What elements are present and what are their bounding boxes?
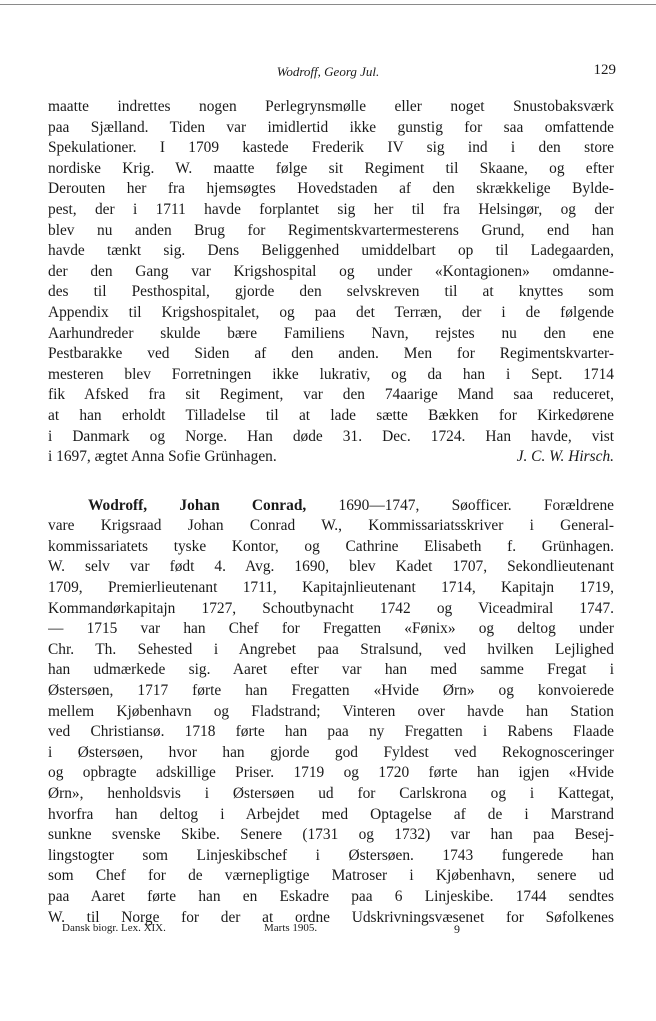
text-line: sunkne svenske Skibe. Senere (1731 og 1732) var han paa Besej- (48, 826, 614, 844)
footer-signature-mark: 9 (454, 922, 460, 936)
text-line: han udmærkede sig. Aaret efter var han med samme Fregat i (48, 661, 614, 679)
text-line: Aarhundreder skulde bære Familiens Navn, rejstes nu den ene (48, 324, 614, 342)
text-line: blev nu anden Brug for Regimentskvartermesterens Grund, end han (48, 221, 614, 239)
text-line: og opbragte adskillige Priser. 1719 og 1720 førte han igjen «Hvide (48, 764, 614, 782)
text-line: Derouten her fra hjemsøgtes Hovedstaden af den skrækkelige Bylde- (48, 180, 614, 198)
continued-entry-text (48, 97, 614, 447)
text-line: maatte indrettes nogen Perlegrynsmølle eller noget Snustobaksværk (48, 98, 614, 115)
text-line: pest, der i 1711 havde forplantet sig her til fra Helsingør, og der (48, 200, 614, 218)
text-line: Pestbarakke ved Siden af den anden. Men for Regimentskvarter- (48, 345, 614, 363)
text-line: som Chef for de værnepligtige Matroser i Kjøbenhavn, senere ud (48, 867, 614, 885)
page-top-rule (0, 4, 656, 5)
page-header (40, 62, 616, 84)
text-line: ved Christiansø. 1718 førte han paa ny Fregatten i Rabens Flaade (48, 723, 614, 741)
text-line: paa Sjælland. Tiden var imidlertid ikke gunstig for saa omfattende (48, 118, 614, 136)
text-line: 1709, Premierlieutenant 1711, Kapitajnlieutenant 1714, Kapitajn 1719, (48, 579, 614, 597)
text-line: i Danmark og Norge. Han døde 31. Dec. 1724. Han havde, vist (48, 427, 614, 445)
new-entry-text (48, 516, 614, 928)
entry-heading-rest: 1690—1747, Søofficer. Forældrene (338, 496, 614, 514)
text-line: vare Krigsraad Johan Conrad W., Kommissariatsskriver i General- (48, 517, 614, 535)
text-line: at han erholdt Tilladelse til at lade sætte Bækken for Kirkedørene (48, 406, 614, 424)
entry-author: J. C. W. Hirsch. (516, 448, 614, 466)
text-line: Spekulationer. I 1709 kastede Frederik IV sig ind i den store (48, 139, 614, 157)
text-line: i Østersøen, hvor han gjorde god Fyldest ved Rekognosceringer (48, 743, 614, 761)
text-line: der den Gang var Krigshospital og under «Kontagionen» omdanne- (48, 262, 614, 280)
running-title: Wodroff, Georg Jul. (276, 64, 380, 79)
entry-heading: Wodroff, Johan Conrad, (88, 496, 307, 514)
text-line: Ørn», henholdsvis i Østersøen ud for Carlskrona og i Kattegat, (48, 785, 614, 802)
entry-separator (48, 468, 614, 496)
text-line: fik Afsked fra sit Regiment, var den 74aarige Mand saa reduceret, (48, 386, 614, 404)
text-line: des til Pesthospital, gjorde den selvskreven til at knyttes som (48, 283, 614, 301)
new-entry-first-line (48, 496, 614, 517)
text-line: Chr. Th. Sehested i Angrebet paa Stralsund, ved hvilken Lejlighed (48, 640, 614, 658)
text-line: mellem Kjøbenhavn og Fladstrand; Vinteren over havde han Station (48, 702, 614, 720)
text-line: W. selv var født 4. Avg. 1690, blev Kadet 1707, Sekondlieutenant (48, 558, 614, 576)
footer-publication: Dansk biogr. Lex. XIX. (62, 922, 166, 934)
text-line: nordiske Krig. W. maatte følge sit Regiment til Skaane, og efter (48, 159, 614, 177)
text-line: W. til Norge for der at ordne Udskrivningsvæsenet for Søfolkenes (48, 908, 614, 926)
text-line: — 1715 var han Chef for Fregatten «Fønix» og deltog under (48, 620, 614, 638)
text-line: kommissariatets tyske Kontor, og Cathrine Elisabeth f. Grünhagen. (48, 537, 614, 555)
last-line-text: i 1697, ægtet Anna Sofie Grünhagen. (48, 448, 277, 466)
text-line: lingstogter som Linjeskibschef i Østersøen. 1743 fungerede han (48, 846, 614, 864)
page-footer (62, 922, 482, 938)
page-number: 129 (593, 62, 616, 78)
page-body (48, 97, 614, 928)
text-line: Østersøen, 1717 førte han Fregatten «Hvide Ørn» og konvoierede (48, 682, 614, 700)
text-line: mesteren blev Forretningen ikke lukrativ, og da han i Sept. 1714 (48, 365, 614, 383)
footer-date: Marts 1905. (264, 922, 318, 934)
text-line: paa Aaret førte han en Eskadre paa 6 Linjeskibe. 1744 sendtes (48, 887, 614, 905)
text-line: Kommandørkapitajn 1727, Schoutbynacht 1742 og Viceadmiral 1747. (48, 599, 614, 617)
continued-entry-last-line (48, 447, 614, 468)
text-line: hvorfra han deltog i Arbejdet med Optagelse af de i Marstrand (48, 805, 614, 823)
text-line: havde tænkt sig. Dens Beliggenhed umiddelbart op til Ladegaarden, (48, 242, 614, 260)
text-line: Appendix til Krigshospitalet, og paa det Terræn, der i de følgende (48, 303, 614, 321)
